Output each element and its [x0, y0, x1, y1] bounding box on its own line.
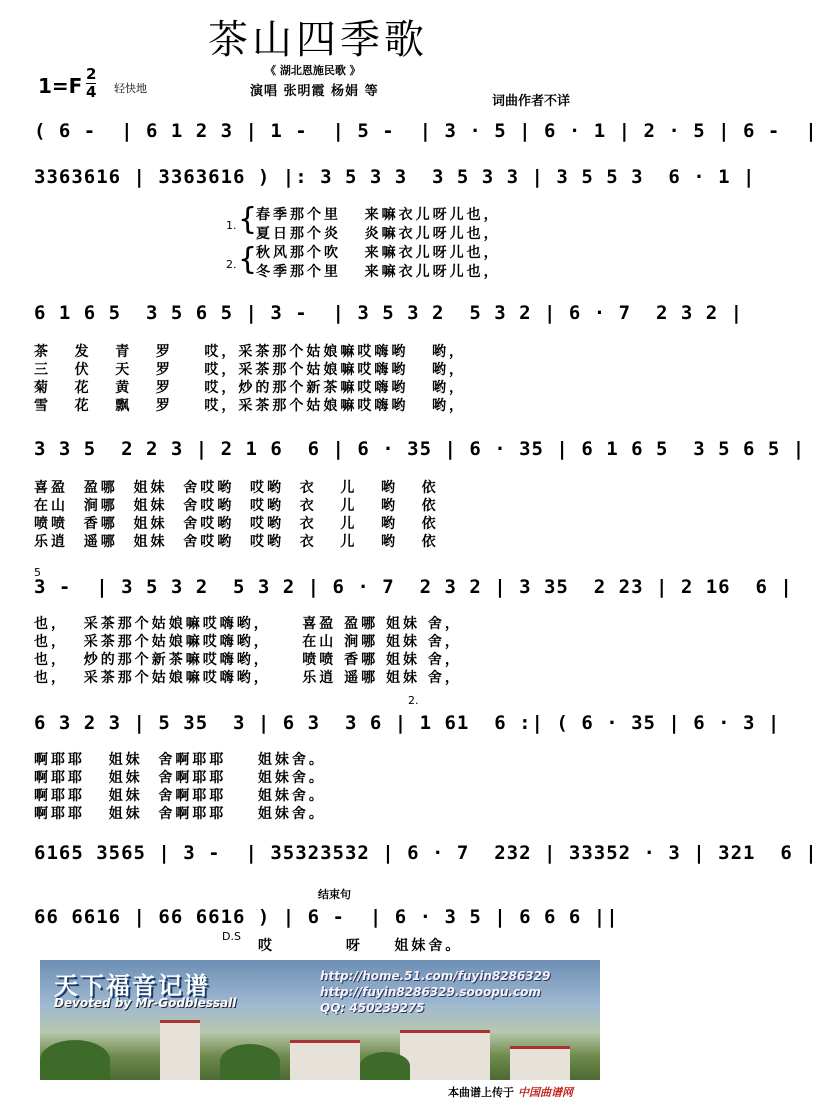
score-line-7	[34, 838, 818, 872]
repeat-count-mark: 5	[34, 566, 41, 579]
notation-text: 3 - | 3 5 3 2 5 3 2 | 6 · 7 2 3 2 | 3 35 2 23 | 2 16 6 |	[34, 576, 793, 598]
score-line-2	[34, 162, 756, 196]
notation-text: 3 3 5 2 2 3 | 2 1 6 6 | 6 · 35 | 6 · 35 | 6 1 6 5 3 5 6 5 |	[34, 438, 806, 460]
link-home[interactable]: http://home.51.com/fuyin8286329	[320, 969, 551, 983]
building-shape	[290, 1040, 360, 1080]
score-line-1	[34, 116, 818, 150]
score-line-6	[34, 708, 781, 742]
notation-text: 6 3 2 3 | 5 35 3 | 6 3 3 6 | 1 61 6 :| ( 6 · 35 | 6 · 3 |	[34, 712, 781, 734]
song-title: 茶山四季歌	[208, 17, 428, 63]
verse-mark-1: 1.	[226, 219, 237, 232]
building-shape	[400, 1030, 490, 1080]
composer-credit: 词曲作者不详	[492, 94, 571, 109]
banner-links	[320, 968, 550, 1016]
link-sooopu[interactable]: http://fuyin8286329.sooopu.com	[320, 985, 541, 999]
score-line-3	[34, 298, 744, 332]
lyric-c-3: 喷喷 香哪 姐妹 舍哎哟 哎哟 衣 儿 哟 依	[34, 516, 439, 532]
qq-contact: QQ: 450239275	[320, 1001, 425, 1015]
notation-text: 6165 3565 | 3 - | 35323532 | 6 · 7 232 | 33352 · 3 | 321 6 |	[34, 842, 818, 864]
lyric-a-4: 冬季那个里 来嘛衣儿呀儿也，	[256, 264, 501, 280]
score-line-5	[34, 572, 793, 606]
lyric-e-3: 啊耶耶 姐妹 舍啊耶耶 姐妹舍。	[34, 788, 326, 804]
devoted-by-text: Devoted by Mr-Godblessall	[54, 996, 237, 1010]
score-line-8	[34, 902, 619, 936]
lyric-e-4: 啊耶耶 姐妹 舍啊耶耶 姐妹舍。	[34, 806, 326, 822]
notation-text: 6 1 6 5 3 5 6 5 | 3 - | 3 5 3 2 5 3 2 | 6 · 7 2 3 2 |	[34, 302, 744, 324]
lyric-c-1: 喜盈 盈哪 姐妹 舍哎哟 哎哟 衣 儿 哟 依	[34, 480, 439, 496]
lyric-c-2: 在山 涧哪 姐妹 舍哎哟 哎哟 衣 儿 哟 依	[34, 498, 439, 514]
lyric-b-1: 茶 发 青 罗 哎，采茶那个姑娘嘛哎嗨哟 哟，	[34, 344, 466, 360]
tree-shape	[360, 1052, 410, 1080]
ending-label: 结束句	[318, 888, 351, 901]
footer-credit	[448, 1084, 573, 1100]
song-origin: 《 湖北恩施民歌 》	[265, 64, 361, 77]
performers: 演唱 张明霞 杨娟 等	[250, 84, 379, 99]
lyric-a-3: 秋风那个吹 来嘛衣儿呀儿也，	[256, 245, 501, 261]
tempo-marking: 轻快地	[114, 82, 147, 95]
lyric-b-4: 雪 花 飘 罗 哎，采茶那个姑娘嘛哎嗨哟 哟，	[34, 398, 466, 414]
lyric-e-2: 啊耶耶 姐妹 舍啊耶耶 姐妹舍。	[34, 770, 326, 786]
lyric-ending: 哎 呀 姐妹舍。	[258, 938, 463, 954]
verse-mark-2: 2.	[226, 258, 237, 271]
lyric-b-3: 菊 花 黄 罗 哎，炒的那个新茶嘛哎嗨哟 哟，	[34, 380, 466, 396]
notation-text: ( 6 - | 6 1 2 3 | 1 - | 5 - | 3 · 5 | 6 · 1 | 2 · 5 | 6 - |	[34, 120, 818, 142]
lyric-d-4: 也， 采茶那个姑娘嘛哎嗨哟， 乐逍 遥哪 姐妹 舍，	[34, 670, 462, 686]
watermark-banner	[40, 960, 600, 1080]
brace-1: {	[238, 202, 258, 237]
building-shape	[510, 1046, 570, 1080]
lyric-d-1: 也， 采茶那个姑娘嘛哎嗨哟， 喜盈 盈哪 姐妹 舍，	[34, 616, 462, 632]
volta-two-mark: 2.	[408, 694, 419, 707]
footer-text: 本曲谱上传于	[448, 1086, 514, 1099]
tree-shape	[40, 1040, 110, 1080]
lyric-d-3: 也， 炒的那个新茶嘛哎嗨哟， 喷喷 香哪 姐妹 舍，	[34, 652, 462, 668]
brand-logo-text: 天下福音记谱	[54, 971, 210, 1000]
lyric-b-2: 三 伏 天 罗 哎，采茶那个姑娘嘛哎嗨哟 哟，	[34, 362, 466, 378]
meter-bottom: 4	[86, 83, 97, 101]
score-line-4	[34, 434, 806, 468]
notation-text: 66 6616 | 66 6616 ) | 6 - | 6 · 3 5 | 6 6 6 ||	[34, 906, 619, 928]
meter-top: 2	[86, 65, 97, 83]
key-signature: 1=F	[38, 74, 83, 98]
dal-segno-mark: D.S	[222, 930, 241, 943]
notation-text: 3363616 | 3363616 ) |: 3 5 3 3 3 5 3 3 | 3 5 5 3 6 · 1 |	[34, 166, 756, 188]
lyric-a-1: 春季那个里 来嘛衣儿呀儿也，	[256, 207, 501, 223]
lyric-a-2: 夏日那个炎 炎嘛衣儿呀儿也，	[256, 226, 501, 242]
lyric-c-4: 乐逍 遥哪 姐妹 舍哎哟 哎哟 衣 儿 哟 依	[34, 534, 439, 550]
brace-2: {	[238, 242, 258, 277]
lyric-d-2: 也， 采茶那个姑娘嘛哎嗨哟， 在山 涧哪 姐妹 舍，	[34, 634, 462, 650]
lyric-e-1: 啊耶耶 姐妹 舍啊耶耶 姐妹舍。	[34, 752, 326, 768]
building-shape	[160, 1020, 200, 1080]
time-signature	[86, 66, 96, 101]
tree-shape	[220, 1044, 280, 1080]
site-logo[interactable]: 中国曲谱网	[518, 1086, 573, 1099]
